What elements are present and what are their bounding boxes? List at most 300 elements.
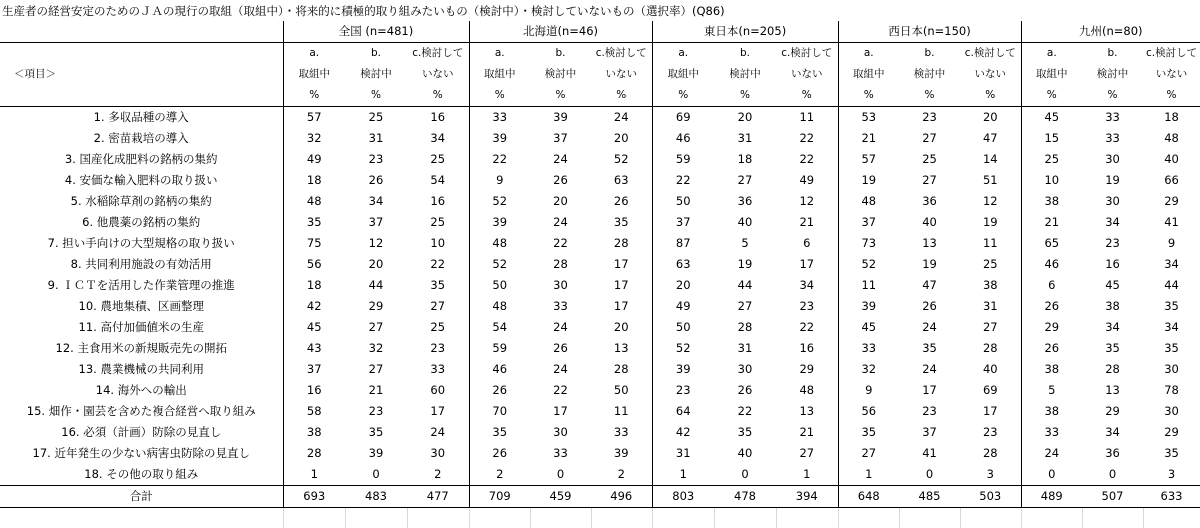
value-cell: 9 [838,380,899,401]
value-cell: 20 [591,317,652,338]
value-cell: 16 [407,191,469,212]
value-cell: 0 [714,464,776,486]
total-cell: 633 [1143,486,1200,508]
table-row [0,149,1200,170]
value-cell: 47 [899,275,960,296]
unit-label: % [530,85,591,107]
value-cell: 75 [283,233,345,254]
value-cell: 45 [1082,275,1143,296]
value-cell: 27 [345,317,407,338]
row-label: 13. 農業機械の共同利用 [0,359,283,380]
value-cell: 28 [591,359,652,380]
unit-label: % [714,85,776,107]
total-cell: 803 [652,486,714,508]
value-cell: 23 [345,401,407,422]
total-cell: 394 [776,486,838,508]
value-cell: 37 [838,212,899,233]
total-cell: 693 [283,486,345,508]
value-cell: 63 [591,170,652,191]
row-label: 15. 畑作・園芸を含めた複合経営へ取り組み [0,401,283,422]
empty-cell [283,508,345,528]
value-cell: 43 [283,338,345,359]
value-cell: 22 [776,128,838,149]
value-cell: 29 [345,296,407,317]
value-cell: 53 [838,107,899,129]
unit-label: % [345,85,407,107]
value-cell: 24 [899,317,960,338]
value-cell: 33 [838,338,899,359]
value-cell: 12 [345,233,407,254]
value-cell: 46 [652,128,714,149]
value-cell: 41 [899,443,960,464]
value-cell: 1 [652,464,714,486]
row-label: 8. 共同利用施設の有効活用 [0,254,283,275]
value-cell: 2 [407,464,469,486]
value-cell: 33 [469,107,530,129]
col-label-line1: b. [899,43,960,65]
value-cell: 9 [1143,233,1200,254]
value-cell: 34 [407,128,469,149]
value-cell: 16 [407,107,469,129]
value-cell: 33 [591,422,652,443]
unit-label: % [469,85,530,107]
value-cell: 52 [838,254,899,275]
value-cell: 35 [838,422,899,443]
value-cell: 37 [345,212,407,233]
value-cell: 39 [469,212,530,233]
value-cell: 42 [652,422,714,443]
unit-row [0,85,1200,107]
empty-cell [407,508,469,528]
value-cell: 23 [960,422,1021,443]
row-label: 3. 国産化成肥料の銘柄の集約 [0,149,283,170]
value-cell: 31 [714,128,776,149]
value-cell: 49 [776,170,838,191]
value-cell: 40 [899,212,960,233]
value-cell: 22 [776,149,838,170]
value-cell: 31 [345,128,407,149]
value-cell: 59 [469,338,530,359]
value-cell: 0 [899,464,960,486]
value-cell: 2 [591,464,652,486]
region-zenkoku: 全国 (n=481) [283,21,469,43]
table-row [0,422,1200,443]
value-cell: 28 [1082,359,1143,380]
value-cell: 33 [530,443,591,464]
col-label-line2: 検討中 [1082,64,1143,85]
value-cell: 58 [283,401,345,422]
total-cell: 496 [591,486,652,508]
value-cell: 87 [652,233,714,254]
value-cell: 31 [652,443,714,464]
value-cell: 28 [530,254,591,275]
value-cell: 36 [714,191,776,212]
table-row [0,254,1200,275]
row-label: 7. 担い手向けの大型規格の取り扱い [0,233,283,254]
empty-cell [591,508,652,528]
value-cell: 22 [469,149,530,170]
item-header-spacer [0,43,283,65]
value-cell: 2 [469,464,530,486]
value-cell: 48 [283,191,345,212]
value-cell: 44 [714,275,776,296]
col-label-line1: c.検討して [407,43,469,65]
region-kyushu: 九州(n=80) [1021,21,1200,43]
value-cell: 34 [1143,317,1200,338]
value-cell: 24 [530,359,591,380]
empty-cell [899,508,960,528]
row-label: 5. 水稲除草剤の銘柄の集約 [0,191,283,212]
value-cell: 52 [591,149,652,170]
value-cell: 26 [345,170,407,191]
value-cell: 24 [1021,443,1082,464]
value-cell: 31 [714,338,776,359]
table-row [0,170,1200,191]
value-cell: 13 [776,401,838,422]
value-cell: 49 [283,149,345,170]
value-cell: 20 [652,275,714,296]
value-cell: 29 [1143,422,1200,443]
value-cell: 6 [1021,275,1082,296]
value-cell: 0 [345,464,407,486]
value-cell: 12 [776,191,838,212]
row-label: 18. その他の取り組み [0,464,283,486]
value-cell: 35 [469,422,530,443]
value-cell: 37 [899,422,960,443]
empty-cell [1143,508,1200,528]
item-column-header: ＜項目＞ [0,64,283,85]
value-cell: 5 [1021,380,1082,401]
value-cell: 20 [714,107,776,129]
value-cell: 25 [407,317,469,338]
value-cell: 46 [1021,254,1082,275]
value-cell: 26 [899,296,960,317]
value-cell: 30 [1082,149,1143,170]
value-cell: 27 [899,170,960,191]
value-cell: 25 [407,212,469,233]
value-cell: 34 [1082,212,1143,233]
value-cell: 44 [345,275,407,296]
value-cell: 44 [1143,275,1200,296]
table-row [0,107,1200,129]
value-cell: 21 [776,422,838,443]
value-cell: 26 [591,191,652,212]
value-cell: 27 [899,128,960,149]
value-cell: 57 [283,107,345,129]
row-label: 1. 多収品種の導入 [0,107,283,129]
value-cell: 39 [530,107,591,129]
value-cell: 35 [714,422,776,443]
value-cell: 69 [652,107,714,129]
col-label-line1: c.検討して [591,43,652,65]
column-header-row-1 [0,43,1200,65]
value-cell: 6 [776,233,838,254]
value-cell: 18 [1143,107,1200,129]
value-cell: 25 [1021,149,1082,170]
value-cell: 27 [838,443,899,464]
value-cell: 24 [530,317,591,338]
col-label-line1: b. [714,43,776,65]
value-cell: 27 [714,170,776,191]
col-label-line2: 取組中 [838,64,899,85]
value-cell: 17 [591,254,652,275]
value-cell: 51 [960,170,1021,191]
value-cell: 3 [1143,464,1200,486]
total-cell: 478 [714,486,776,508]
value-cell: 45 [838,317,899,338]
value-cell: 26 [1021,338,1082,359]
value-cell: 39 [838,296,899,317]
value-cell: 35 [1143,338,1200,359]
value-cell: 20 [345,254,407,275]
unit-label: % [899,85,960,107]
table-row [0,380,1200,401]
col-label-line1: a. [1021,43,1082,65]
empty-cell [469,508,530,528]
value-cell: 3 [960,464,1021,486]
value-cell: 24 [530,212,591,233]
value-cell: 23 [899,401,960,422]
empty-cell [1082,508,1143,528]
row-label: 17. 近年発生の少ない病害虫防除の見直し [0,443,283,464]
value-cell: 10 [407,233,469,254]
value-cell: 35 [1143,296,1200,317]
value-cell: 46 [469,359,530,380]
empty-cell [652,508,714,528]
value-cell: 31 [960,296,1021,317]
value-cell: 22 [530,233,591,254]
value-cell: 12 [960,191,1021,212]
value-cell: 50 [652,317,714,338]
col-label-line1: c.検討して [1143,43,1200,65]
col-label-line1: c.検討して [960,43,1021,65]
empty-cell [1021,508,1082,528]
total-label: 合計 [0,486,283,508]
value-cell: 15 [1021,128,1082,149]
col-label-line1: a. [652,43,714,65]
value-cell: 16 [776,338,838,359]
value-cell: 25 [899,149,960,170]
unit-spacer [0,85,283,107]
value-cell: 48 [1143,128,1200,149]
value-cell: 38 [283,422,345,443]
value-cell: 29 [776,359,838,380]
region-header-row [0,21,1200,43]
value-cell: 22 [714,401,776,422]
col-label-line1: b. [1082,43,1143,65]
value-cell: 36 [899,191,960,212]
value-cell: 70 [469,401,530,422]
value-cell: 49 [652,296,714,317]
value-cell: 29 [1082,401,1143,422]
table-row [0,296,1200,317]
value-cell: 35 [345,422,407,443]
value-cell: 23 [1082,233,1143,254]
table-row [0,443,1200,464]
col-label-line1: b. [530,43,591,65]
value-cell: 28 [714,317,776,338]
row-label: 2. 密苗栽培の導入 [0,128,283,149]
total-cell: 459 [530,486,591,508]
value-cell: 32 [283,128,345,149]
value-cell: 1 [838,464,899,486]
value-cell: 38 [1082,296,1143,317]
col-label-line2: 検討中 [899,64,960,85]
col-label-line2: 検討中 [530,64,591,85]
value-cell: 30 [714,359,776,380]
value-cell: 20 [960,107,1021,129]
col-label-line2: いない [776,64,838,85]
unit-label: % [1143,85,1200,107]
value-cell: 32 [345,338,407,359]
empty-row [0,508,1200,528]
value-cell: 38 [960,275,1021,296]
value-cell: 47 [960,128,1021,149]
value-cell: 45 [283,317,345,338]
unit-label: % [591,85,652,107]
table-row [0,191,1200,212]
unit-label: % [776,85,838,107]
value-cell: 28 [591,233,652,254]
col-label-line2: 検討中 [714,64,776,85]
value-cell: 23 [345,149,407,170]
col-label-line2: いない [960,64,1021,85]
value-cell: 37 [283,359,345,380]
value-cell: 1 [283,464,345,486]
col-label-line1: c.検討して [776,43,838,65]
value-cell: 35 [1082,338,1143,359]
col-label-line2: いない [407,64,469,85]
value-cell: 17 [591,296,652,317]
value-cell: 26 [469,380,530,401]
value-cell: 35 [407,275,469,296]
value-cell: 48 [776,380,838,401]
value-cell: 10 [1021,170,1082,191]
value-cell: 26 [469,443,530,464]
col-label-line2: 取組中 [469,64,530,85]
value-cell: 22 [530,380,591,401]
row-label: 11. 高付加価値米の生産 [0,317,283,338]
value-cell: 78 [1143,380,1200,401]
col-label-line1: b. [345,43,407,65]
value-cell: 16 [283,380,345,401]
value-cell: 38 [1021,401,1082,422]
value-cell: 37 [530,128,591,149]
unit-label: % [960,85,1021,107]
value-cell: 21 [776,212,838,233]
total-cell: 483 [345,486,407,508]
value-cell: 24 [530,149,591,170]
value-cell: 27 [960,317,1021,338]
value-cell: 13 [899,233,960,254]
row-label: 4. 安価な輸入肥料の取り扱い [0,170,283,191]
value-cell: 9 [469,170,530,191]
region-hokkaido: 北海道(n=46) [469,21,652,43]
total-row [0,486,1200,508]
value-cell: 17 [591,275,652,296]
value-cell: 39 [591,443,652,464]
row-label: 10. 農地集積、区画整理 [0,296,283,317]
value-cell: 57 [838,149,899,170]
table-row [0,233,1200,254]
col-label-line1: a. [469,43,530,65]
empty-cell [838,508,899,528]
table-row [0,401,1200,422]
total-cell: 485 [899,486,960,508]
value-cell: 26 [714,380,776,401]
value-cell: 69 [960,380,1021,401]
value-cell: 18 [283,170,345,191]
value-cell: 33 [1021,422,1082,443]
value-cell: 24 [407,422,469,443]
total-cell: 709 [469,486,530,508]
value-cell: 19 [899,254,960,275]
value-cell: 5 [714,233,776,254]
value-cell: 30 [530,275,591,296]
value-cell: 34 [345,191,407,212]
value-cell: 54 [469,317,530,338]
value-cell: 32 [838,359,899,380]
value-cell: 11 [960,233,1021,254]
value-cell: 39 [345,443,407,464]
value-cell: 29 [1021,317,1082,338]
value-cell: 0 [530,464,591,486]
value-cell: 35 [283,212,345,233]
empty-cell [776,508,838,528]
value-cell: 17 [960,401,1021,422]
unit-label: % [1082,85,1143,107]
total-cell: 507 [1082,486,1143,508]
row-label: 14. 海外への輸出 [0,380,283,401]
value-cell: 30 [530,422,591,443]
value-cell: 27 [776,443,838,464]
value-cell: 24 [591,107,652,129]
col-label-line1: a. [838,43,899,65]
value-cell: 30 [1082,191,1143,212]
value-cell: 50 [652,191,714,212]
value-cell: 19 [838,170,899,191]
table-row [0,464,1200,486]
row-label: 6. 他農薬の銘柄の集約 [0,212,283,233]
value-cell: 22 [407,254,469,275]
value-cell: 26 [1021,296,1082,317]
value-cell: 36 [1082,443,1143,464]
empty-cell [714,508,776,528]
value-cell: 30 [1143,359,1200,380]
value-cell: 25 [407,149,469,170]
total-cell: 648 [838,486,899,508]
col-label-line2: 取組中 [652,64,714,85]
corner-cell [0,21,283,43]
unit-label: % [652,85,714,107]
value-cell: 52 [469,191,530,212]
value-cell: 66 [1143,170,1200,191]
value-cell: 60 [407,380,469,401]
value-cell: 48 [838,191,899,212]
value-cell: 28 [960,443,1021,464]
col-label-line2: 取組中 [1021,64,1082,85]
value-cell: 34 [1143,254,1200,275]
value-cell: 56 [283,254,345,275]
value-cell: 34 [1082,317,1143,338]
value-cell: 21 [1021,212,1082,233]
value-cell: 17 [530,401,591,422]
value-cell: 23 [776,296,838,317]
total-cell: 477 [407,486,469,508]
value-cell: 50 [469,275,530,296]
value-cell: 13 [591,338,652,359]
value-cell: 28 [960,338,1021,359]
